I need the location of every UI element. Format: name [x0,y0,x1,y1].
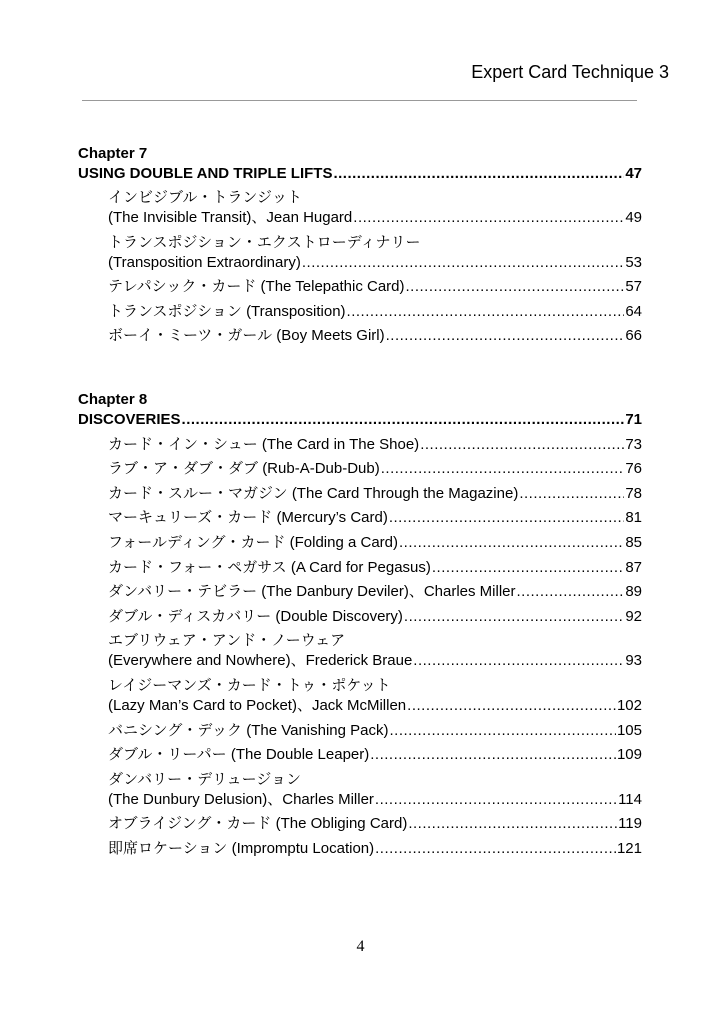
dot-leader [432,558,624,578]
entry-japanese-title: カード・フォー・ペガサス [108,558,287,576]
entry-english-title: (The Vanishing Pack) [246,721,389,739]
toc-entry[interactable] [78,770,642,810]
chapter-section [78,390,642,858]
dot-leader [302,253,624,273]
toc-entry-line [108,188,642,208]
toc-entry-line [108,459,642,479]
entry-english-title: (The Obliging Card) [275,815,408,833]
entry-page: 92 [625,607,642,625]
toc-entry[interactable] [78,459,642,479]
entry-english-title: (Transposition Extraordinary) [108,253,301,271]
toc-entry-line [108,435,642,455]
toc-entry[interactable] [78,484,642,504]
toc-entry-line [108,745,642,765]
toc-entry-line [108,814,642,834]
dot-leader [519,484,624,504]
dot-leader [353,208,624,228]
dot-leader [406,277,625,297]
toc-entry[interactable] [78,676,642,716]
entry-english-title: (Lazy Man’s Card to Pocket)、Jack McMillen [108,696,407,714]
entry-english-title: (The Dunbury Delusion)、Charles Miller [108,790,374,808]
toc-entry-line [108,582,642,602]
dot-leader [386,326,625,346]
toc-entry-line [108,558,642,578]
entry-page: 109 [616,746,642,764]
toc-entry-line [108,233,642,253]
entry-page: 121 [616,839,642,857]
toc-entry-line [108,326,642,346]
entry-japanese-title: フォールディング・カード [108,533,286,551]
toc-entry-line [108,770,642,790]
running-head: Expert Card Technique 3 [471,62,669,82]
chapter-number: Chapter 8 [78,391,148,409]
toc-entry[interactable] [78,435,642,455]
entry-page: 93 [625,652,642,670]
toc-entry-line [108,208,642,228]
dot-leader [407,696,616,716]
entry-japanese-title: オブライジング・カード [108,815,272,833]
chapter-title-link[interactable] [78,164,642,184]
dot-leader [517,582,625,602]
dot-leader [375,839,616,859]
entry-english-title: (The Double Leaper) [230,746,370,764]
entry-english-title: (Rub-A-Dub-Dub) [262,460,380,478]
entry-english-title: (The Telepathic Card) [260,278,405,296]
toc-entry-line [108,508,642,528]
entry-english-title: (The Card in The Shoe) [261,435,420,453]
entry-japanese-title: マーキュリーズ・カード [108,509,273,527]
dot-leader [375,790,617,810]
toc-entry[interactable] [78,745,642,765]
toc-entry[interactable] [78,326,642,346]
dot-leader [182,410,625,430]
toc-entry-line [108,277,642,297]
entry-page: 73 [625,435,642,453]
toc-entry[interactable] [78,607,642,627]
entry-english-title: (Double Discovery) [275,607,403,625]
chapter-number: Chapter 7 [78,145,148,162]
entry-english-title: (Transposition) [246,302,346,320]
entry-japanese-title: インビジブル・トランジット [108,189,303,207]
toc-entry[interactable] [78,302,642,322]
entry-english-title: (A Card for Pegasus) [290,558,431,576]
chapter-section [78,144,642,346]
toc-entry[interactable] [78,582,642,602]
entry-japanese-title: ダンバリー・デリュージョン [108,770,302,788]
dot-leader [390,721,616,741]
toc-entry-line [108,839,642,859]
toc-entry-line [108,302,642,322]
toc-entry-line [108,676,642,696]
toc-entry-line [108,253,642,273]
entry-english-title: (Everywhere and Nowhere)、Frederick Braue [108,652,413,670]
entry-japanese-title: ダブル・ディスカバリー [108,607,272,625]
entry-english-title: (Mercury’s Card) [276,509,388,527]
toc-entry[interactable] [78,188,642,228]
dot-leader [347,302,625,322]
entry-japanese-title: トランスポジション [108,302,242,320]
table-of-contents [78,144,642,863]
dot-leader [399,533,624,553]
dot-leader [404,607,624,627]
toc-entry-line [108,721,642,741]
toc-entry-line [108,533,642,553]
entry-japanese-title: ダブル・リーパー [108,746,227,764]
toc-entry[interactable] [78,558,642,578]
entry-japanese-title: テレパシック・カード [108,278,257,296]
entry-page: 78 [625,484,642,502]
entry-page: 81 [625,509,642,527]
toc-entry[interactable] [78,631,642,671]
entry-japanese-title: カード・スルー・マガジン [108,484,288,502]
chapter-page: 71 [625,410,642,428]
chapter-title: DISCOVERIES [78,410,181,428]
entry-japanese-title: カード・イン・シュー [108,435,258,453]
entry-page: 57 [625,278,642,296]
entry-japanese-title: トランスポジション・エクストローディナリー [108,233,421,251]
chapter-title: USING DOUBLE AND TRIPLE LIFTS [78,164,333,182]
entry-page: 114 [618,790,642,808]
dot-leader [413,651,624,671]
entry-english-title: (The Danbury Deviler)、Charles Miller [261,583,516,601]
dot-leader [420,435,624,455]
entry-page: 53 [625,253,642,271]
entry-page: 89 [625,583,642,601]
entry-page: 119 [618,815,642,833]
toc-entry-line [108,696,642,716]
entry-japanese-title: ダンバリー・テビラー [108,583,258,601]
toc-entry[interactable] [78,839,642,859]
dot-leader [333,164,624,184]
toc-entry-line [108,484,642,504]
entry-japanese-title: レイジーマンズ・カード・トゥ・ポケット [108,676,391,694]
dot-leader [408,814,617,834]
toc-entry[interactable] [78,508,642,528]
entry-japanese-title: エブリウェア・アンド・ノーウェア [108,632,346,650]
toc-entry-line [108,631,642,651]
entry-japanese-title: ボーイ・ミーツ・ガール [108,327,273,345]
entry-page: 64 [625,302,642,320]
header-rule [82,100,637,101]
toc-entry[interactable] [78,721,642,741]
entry-page: 49 [625,209,642,227]
dot-leader [389,508,624,528]
toc-entry-line [108,790,642,810]
toc-entry[interactable] [78,814,642,834]
entry-page: 102 [616,696,642,714]
entry-japanese-title: 即席ロケーション [108,839,228,857]
entry-english-title: (Boy Meets Girl) [276,327,385,345]
chapter-page: 47 [625,164,642,182]
entry-page: 85 [625,533,642,551]
entry-page: 66 [625,327,642,345]
toc-entry[interactable] [78,277,642,297]
toc-entry-line [108,607,642,627]
toc-entry[interactable] [78,233,642,273]
entry-english-title: (The Card Through the Magazine) [291,484,519,502]
entry-japanese-title: ラブ・ア・ダブ・ダブ [108,460,259,478]
page-number: 4 [356,938,365,955]
entry-page: 76 [625,460,642,478]
entry-english-title: (The Invisible Transit)、Jean Hugard [108,209,353,227]
entry-english-title: (Folding a Card) [289,533,399,551]
dot-leader [370,745,616,765]
toc-entry-line [108,651,642,671]
entry-english-title: (Impromptu Location) [231,839,375,857]
toc-entry[interactable] [78,533,642,553]
entry-japanese-title: バニシング・デック [108,721,243,739]
entry-page: 87 [625,558,642,576]
dot-leader [381,459,625,479]
entry-page: 105 [616,721,642,739]
chapter-title-link[interactable] [78,410,642,430]
